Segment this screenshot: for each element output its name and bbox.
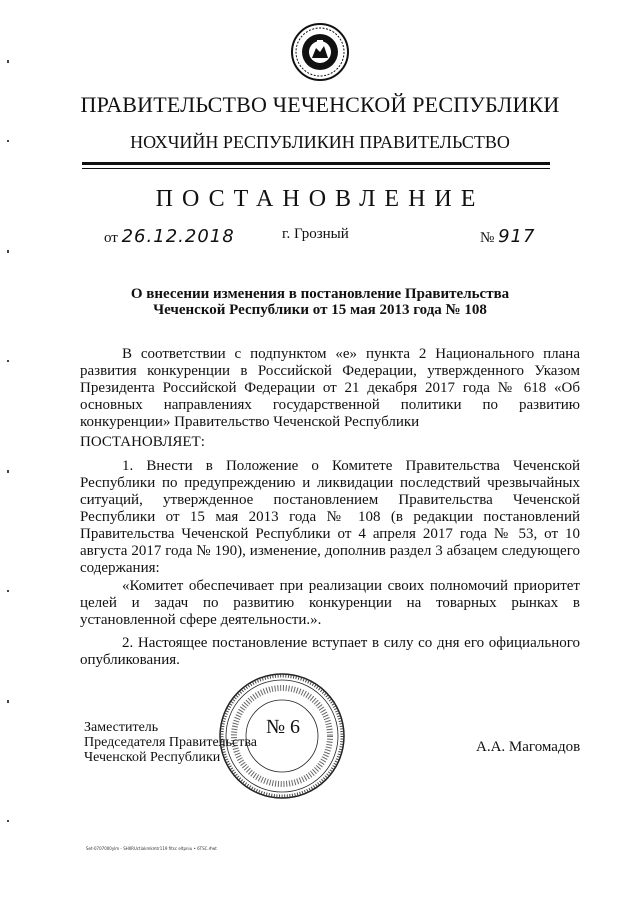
- date-line: [104, 226, 235, 247]
- subject-line-2: Чеченской Республики от 15 мая 2013 года № 108: [153, 302, 487, 318]
- date-prefix: от: [104, 230, 118, 246]
- number-handwritten: 917: [498, 226, 536, 247]
- footer-service-code: Set-0707000ylm - SHIIRUctiakmkmtr119 fitsc eltpniu • 6TSC.#wt: [86, 846, 217, 851]
- item-2-paragraph: 2. Настоящее постановление вступает в силу со дня его официального опубликования.: [80, 635, 580, 668]
- subject-line-1: О внесении изменения в постановление Правительства: [130, 286, 510, 302]
- header-rule-thin: [82, 168, 550, 169]
- preamble-paragraph: В соответствии с подпунктом «е» пункта 2 Национального плана развития конкуренции в Российской Федерации, утвержденного Указом Президента Российской Федерации от 21 декабря 2017 года № 618 «Об основных направлениях государственной политики по развитию конкуренции» Правительство Чеченской Республики: [80, 346, 580, 430]
- stamp-label: № 6: [265, 716, 301, 738]
- org-name-chechen: НОХЧИЙН РЕСПУБЛИКИН ПРАВИТЕЛЬСТВО: [130, 132, 510, 152]
- signatory-name: А.А. Магомадов: [476, 739, 581, 755]
- date-handwritten: 26.12.2018: [121, 226, 235, 247]
- item-1-quote: «Комитет обеспечивает при реализации своих полномочий приоритет целей и задач по развитию конкуренции на товарных рынках в установленной сфере деятельности.».: [80, 578, 580, 628]
- number-prefix: №: [480, 230, 495, 246]
- item-1-paragraph: 1. Внести в Положение о Комитете Правительства Чеченской Республики по предупреждению и ликвидации последствий чрезвычайных ситуаций, утвержденное постановлением Правительства Чеченской Республики от 15 мая 2013 года № 108 (в редакции постановлений Правительства Чеченской Республики от 4 апреля 2017 года № 53, от 10 августа 2017 года № 190), изменение, дополнив раздел 3 абзацем следующего содержания:: [80, 458, 580, 576]
- chechen-republic-emblem-icon: [290, 22, 350, 82]
- document-subject: [80, 286, 560, 318]
- position-line-2: Председателя Правительства: [84, 735, 258, 750]
- number-line: [480, 226, 535, 247]
- document-type-title: ПОСТАНОВЛЕНИЕ: [155, 186, 485, 212]
- resolves-heading: ПОСТАНОВЛЯЕТ:: [80, 434, 205, 450]
- org-name-russian: ПРАВИТЕЛЬСТВО ЧЕЧЕНСКОЙ РЕСПУБЛИКИ: [80, 92, 560, 117]
- header-rule-thick: [82, 162, 550, 165]
- position-line-1: Заместитель: [84, 720, 159, 735]
- place: г. Грозный: [282, 226, 349, 242]
- position-line-3: Чеченской Республики: [84, 750, 221, 765]
- signatory-position: [84, 720, 257, 765]
